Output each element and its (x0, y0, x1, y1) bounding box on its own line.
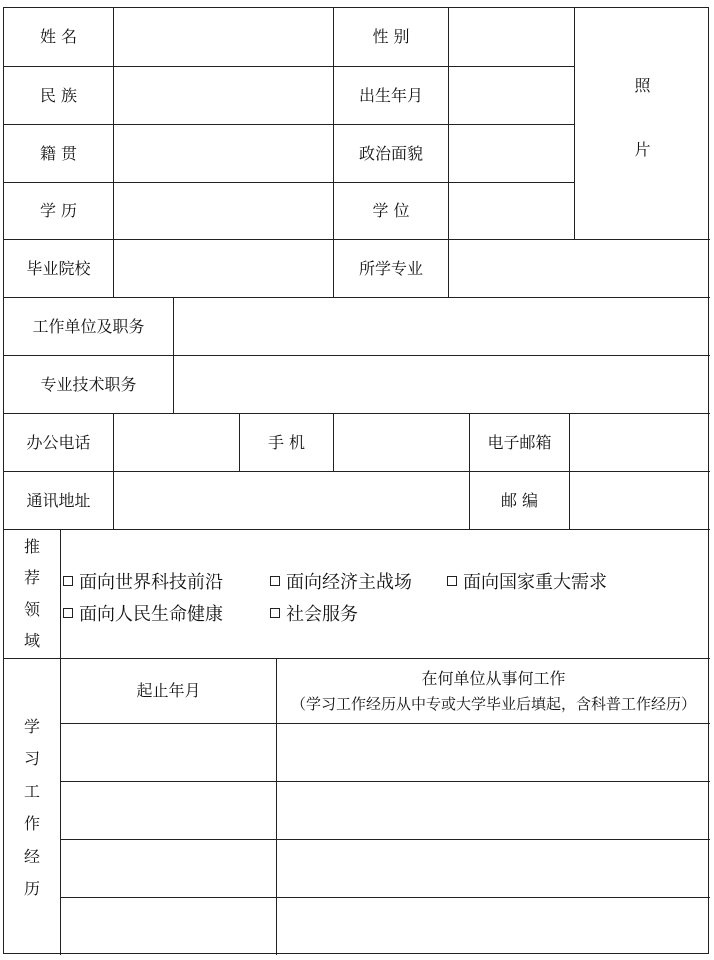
photo-label-bottom: 片 (634, 139, 651, 159)
history-char: 习 (23, 749, 40, 769)
graduation-school-label: 毕业院校 (26, 258, 91, 278)
option-label: 面向经济主战场 (286, 572, 412, 593)
work-header-note: （学习工作经历从中专或大学毕业后填起，含科普工作经历） (290, 694, 696, 713)
row-divider (4, 529, 710, 530)
history-work-field[interactable] (277, 724, 710, 781)
option-world-frontier[interactable] (63, 568, 223, 594)
option-label: 面向世界科技前沿 (79, 572, 223, 593)
education-label: 学 历 (39, 201, 78, 221)
history-work-field[interactable] (277, 782, 710, 839)
name-label: 姓 名 (39, 27, 78, 47)
work-unit-position-field[interactable] (174, 298, 710, 355)
work-header: 在何单位从事何工作 (421, 669, 566, 689)
address-field[interactable] (114, 472, 469, 529)
option-label: 面向人民生命健康 (79, 604, 223, 625)
history-work-field[interactable] (277, 898, 710, 954)
option-social-service[interactable] (270, 600, 358, 626)
photo-label-top: 照 (634, 76, 651, 96)
email-label: 电子邮箱 (487, 432, 552, 452)
history-period-field[interactable] (61, 724, 276, 781)
education-field[interactable] (114, 183, 333, 239)
professional-title-label: 专业技术职务 (40, 374, 137, 394)
mobile-field[interactable] (334, 414, 469, 471)
history-char: 学 (23, 717, 40, 736)
study-work-history-label (4, 719, 60, 897)
application-form (3, 7, 709, 954)
option-label: 社会服务 (286, 604, 358, 625)
native-place-label: 籍 贯 (39, 143, 78, 163)
name-field[interactable] (114, 8, 333, 66)
degree-field[interactable] (449, 183, 574, 239)
history-char: 工 (23, 781, 40, 801)
history-period-field[interactable] (61, 840, 276, 897)
recommend-area-char: 荐 (23, 568, 40, 588)
birth-field[interactable] (449, 67, 574, 124)
checkbox[interactable] (270, 576, 280, 586)
gender-label: 性 别 (372, 27, 410, 47)
history-char: 作 (23, 814, 40, 834)
option-economy[interactable] (270, 568, 412, 594)
political-status-label: 政治面貌 (358, 143, 423, 163)
option-label: 面向国家重大需求 (463, 572, 607, 593)
degree-label: 学 位 (372, 201, 410, 221)
gender-field[interactable] (449, 8, 574, 66)
ethnicity-label: 民 族 (39, 85, 78, 105)
period-header: 起止年月 (136, 681, 201, 701)
political-status-field[interactable] (449, 125, 574, 182)
native-place-field[interactable] (114, 125, 333, 182)
graduation-school-field[interactable] (114, 240, 333, 297)
work-header-cell (277, 659, 710, 723)
history-char: 历 (23, 878, 40, 898)
history-period-field[interactable] (61, 782, 276, 839)
checkbox[interactable] (270, 608, 280, 618)
recommend-area-char: 域 (23, 630, 40, 650)
ethnicity-field[interactable] (114, 67, 333, 124)
recommend-area-label (4, 539, 60, 649)
history-char: 经 (23, 846, 40, 866)
photo-area[interactable] (575, 8, 710, 239)
postcode-label: 邮 编 (500, 490, 539, 510)
birth-label: 出生年月 (358, 85, 423, 105)
mobile-label: 手 机 (267, 432, 306, 452)
history-work-field[interactable] (277, 840, 710, 897)
option-health[interactable] (63, 600, 223, 626)
office-phone-field[interactable] (114, 414, 239, 471)
major-label: 所学专业 (358, 258, 423, 278)
checkbox[interactable] (63, 576, 73, 586)
postcode-field[interactable] (570, 472, 710, 529)
option-national-needs[interactable] (447, 568, 607, 594)
checkbox[interactable] (63, 608, 73, 618)
recommend-area-char: 推 (23, 537, 40, 556)
office-phone-label: 办公电话 (26, 432, 91, 452)
history-period-field[interactable] (61, 898, 276, 954)
email-field[interactable] (570, 414, 710, 471)
professional-title-field[interactable] (174, 356, 710, 413)
checkbox[interactable] (447, 576, 457, 586)
work-unit-position-label: 工作单位及职务 (32, 316, 145, 336)
recommend-area-char: 领 (23, 599, 40, 619)
major-field[interactable] (449, 240, 710, 297)
address-label: 通讯地址 (26, 490, 91, 510)
